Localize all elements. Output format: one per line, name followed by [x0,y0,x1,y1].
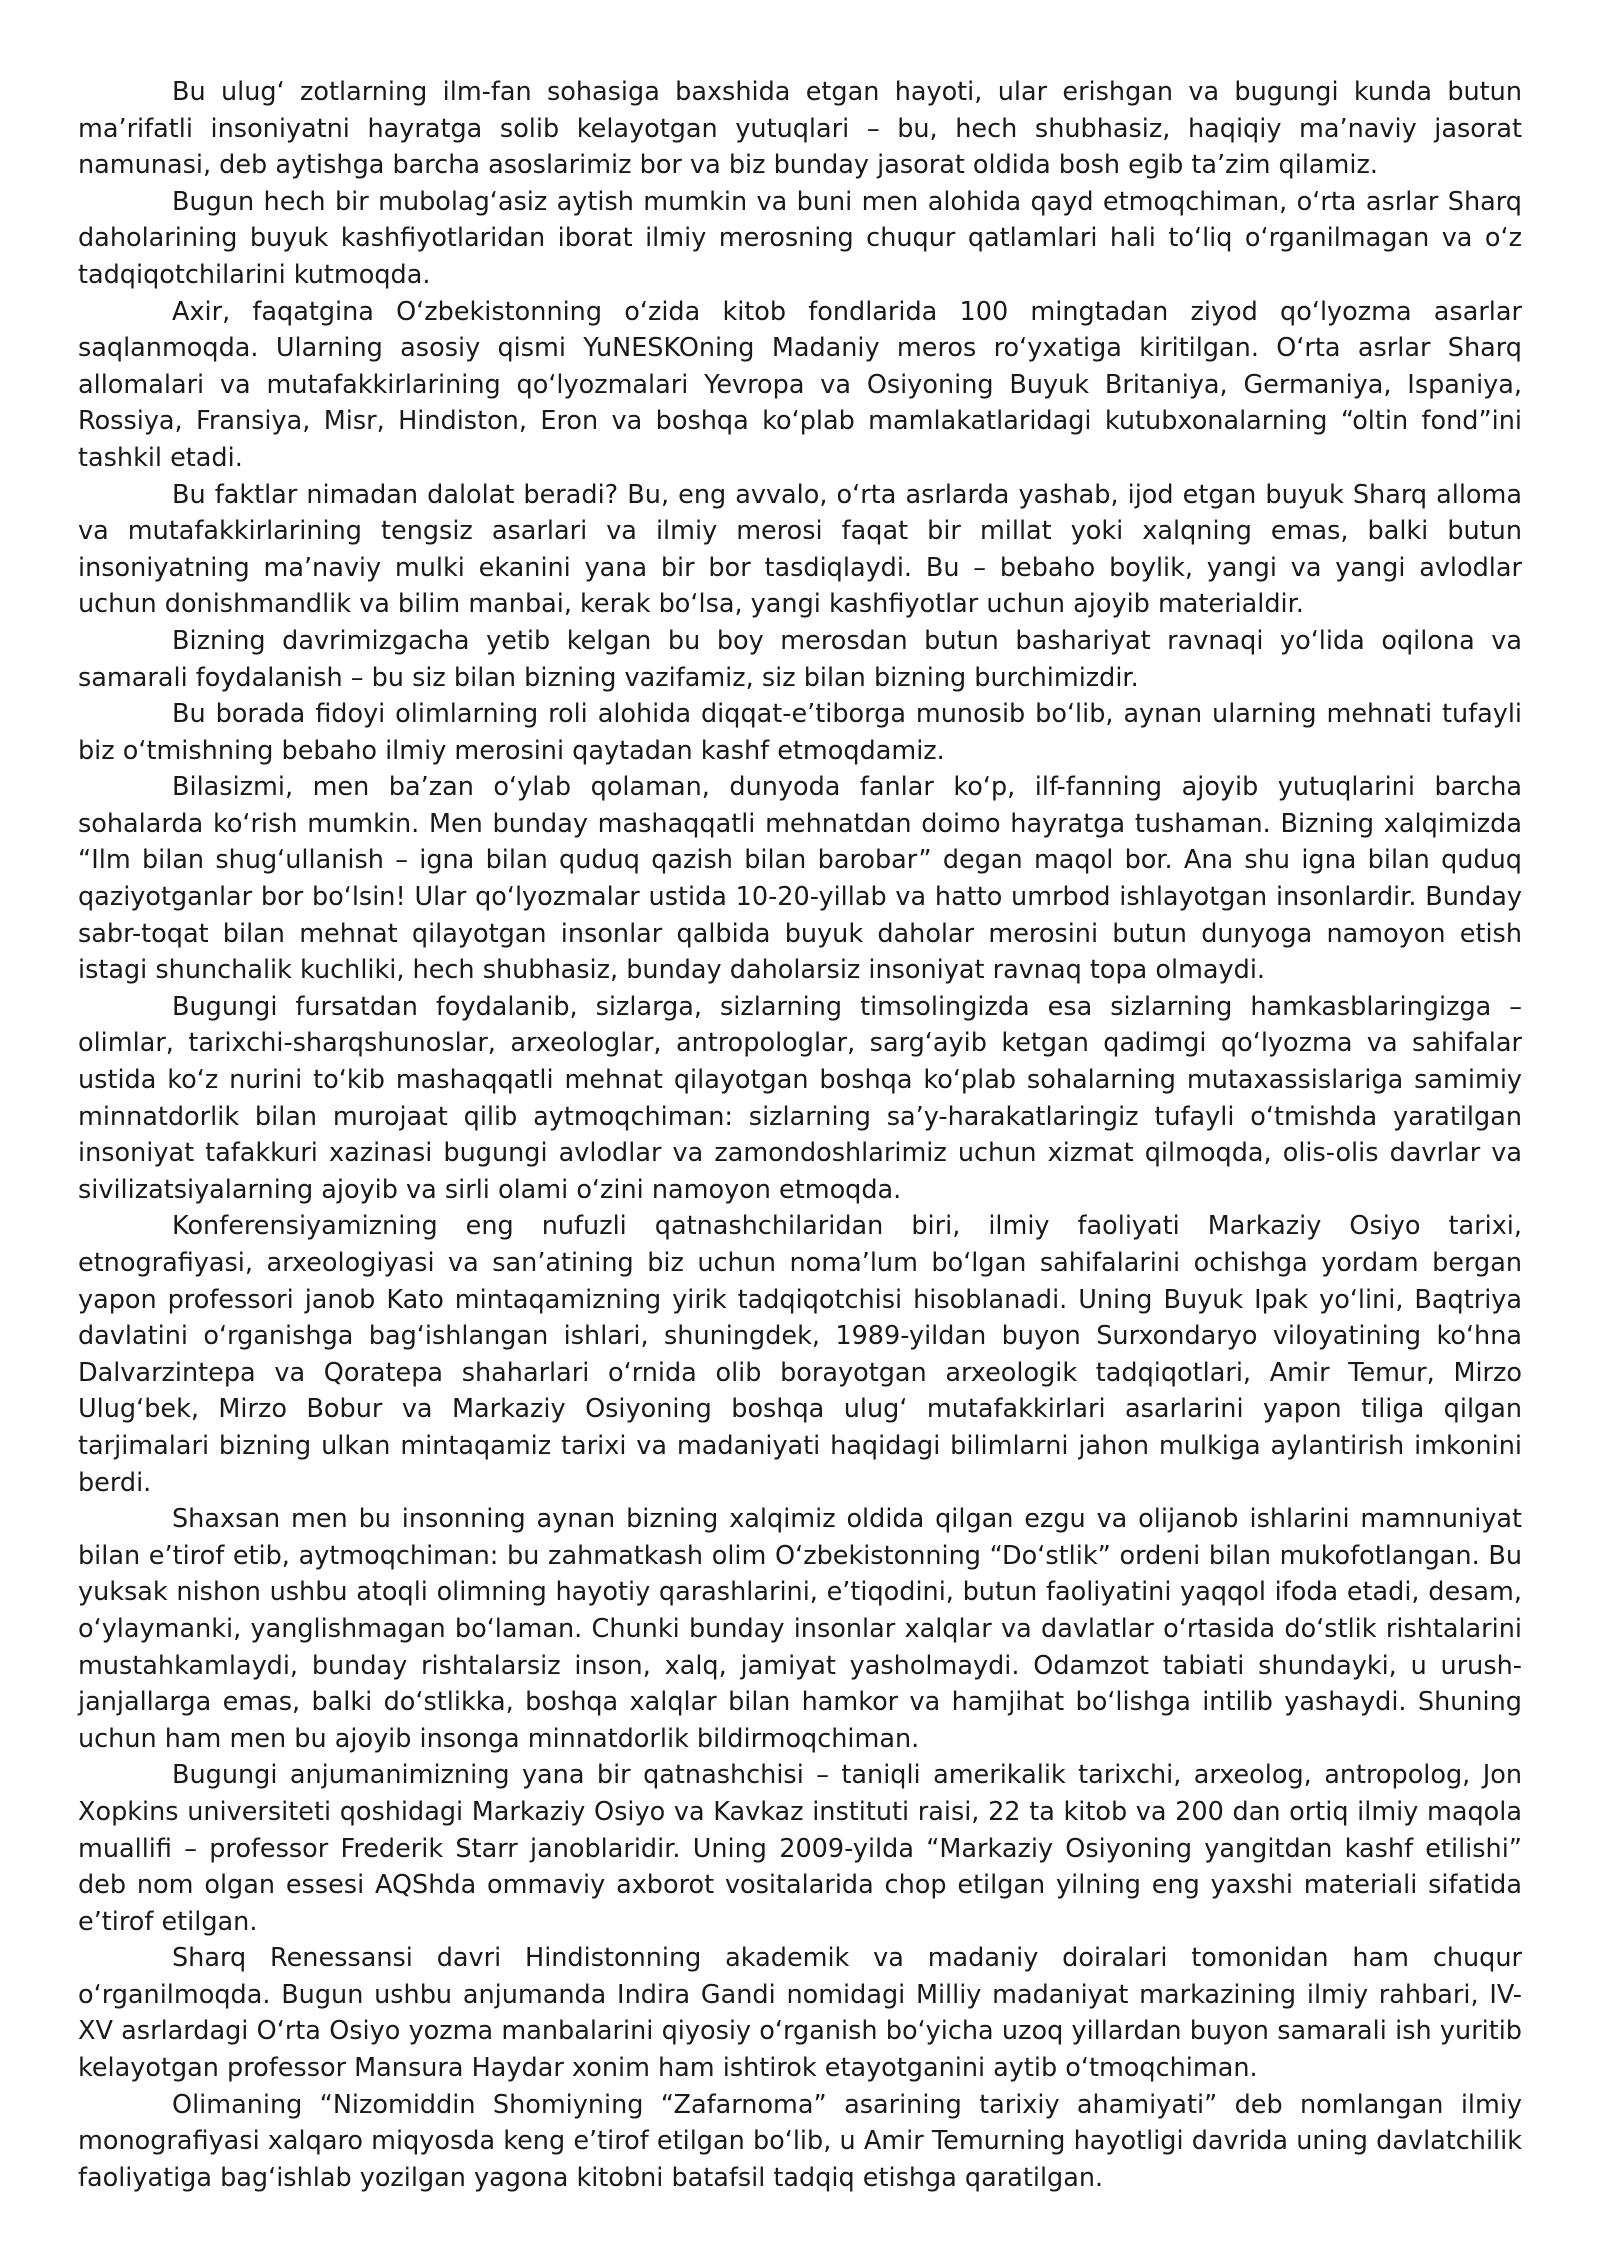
paragraph: Bugungi anjumanimizning yana bir qatnashchisi – taniqli amerikalik tarixchi, arxeolog, antropolog, Jon Xopkins universiteti qoshidagi Markaziy Osiyo va Kavkaz instituti raisi, 22 ta kitob va 200 dan ortiq ilmiy maqola muallifi – professor Frederik Starr janoblaridir. Uning 2009-yilda “Markaziy Osiyoning yangitdan kashf etilishi” deb nom olgan essesi AQShda ommaviy axborot vositalarida chop etilgan yilning eng yaxshi materiali sifatida e’tirof etilgan. [78,1760,1522,1937]
paragraph: Bu faktlar nimadan dalolat beradi? Bu, eng avvalo, o‘rta asrlarda yashab, ijod etgan buyuk Sharq alloma va mutafakkirlarining tengsiz asarlari va ilmiy merosi faqat bir millat yoki xalqning emas, balki butun insoniyatning ma’naviy mulki ekanini yana bir bor tasdiqlaydi. Bu – bebaho boylik, yangi va yangi avlodlar uchun donishmandlik va bilim manbai, kerak bo‘lsa, yangi kashfiyotlar uchun ajoyib materialdir. [78,479,1522,620]
paragraph: Bu borada fidoyi olimlarning roli alohida diqqat-e’tiborga munosib bo‘lib, aynan ularning mehnati tufayli biz o‘tmishning bebaho ilmiy merosini qaytadan kashf etmoqdamiz. [78,699,1522,766]
paragraph: Sharq Renessansi davri Hindistonning akademik va madaniy doiralari tomonidan ham chuqur o‘rganilmoqda. Bugun ushbu anjumanda Indira Gandi nomidagi Milliy madaniyat markazining ilmiy rahbari, IV-XV asrlardagi O‘rta Osiyo yozma manbalarini qiyosiy o‘rganish bo‘yicha uzoq yillardan buyon samarali ish yuritib kelayotgan professor Mansura Haydar xonim ham ishtirok etayotganini aytib o‘tmoqchiman. [78,1943,1522,2084]
paragraph: Konferensiyamizning eng nufuzli qatnashchilaridan biri, ilmiy faoliyati Markaziy Osiyo tarixi, etnografiyasi, arxeologiyasi va san’atining biz uchun noma’lum bo‘lgan sahifalarini ochishga yordam bergan yapon professori janob Kato mintaqamizning yirik tadqiqotchisi hisoblanadi. Uning Buyuk Ipak yo‘lini, Baqtriya davlatini o‘rganishga bag‘ishlangan ishlari, shuningdek, 1989-yildan buyon Surxondaryo viloyatining ko‘hna Dalvarzintepa va Qoratepa shaharlari o‘rnida olib borayotgan arxeologik tadqiqotlari, Amir Temur, Mirzo Ulug‘bek, Mirzo Bobur va Markaziy Osiyoning boshqa ulug‘ mutafakkirlari asarlarini yapon tiliga qilgan tarjimalari bizning ulkan mintaqamiz tarixi va madaniyati haqidagi bilimlarni jahon mulkiga aylantirish imkonini berdi. [78,1211,1522,1498]
document-body [78,74,1522,2196]
paragraph: Bugungi fursatdan foydalanib, sizlarga, sizlarning timsolingizda esa sizlarning hamkasblaringizga – olimlar, tarixchi-sharqshunoslar, arxeologlar, antropologlar, sarg‘ayib ketgan qadimgi qo‘lyozma va sahifalar ustida ko‘z nurini to‘kib mashaqqatli mehnat qilayotgan boshqa ko‘plab sohalarning mutaxassislariga samimiy minnatdorlik bilan murojaat qilib aytmoqchiman: sizlarning sa’y-harakatlaringiz tufayli o‘tmishda yaratilgan insoniyat tafakkuri xazinasi bugungi avlodlar va zamondoshlarimiz uchun xizmat qilmoqda, olis-olis davrlar va sivilizatsiyalarning ajoyib va sirli olami o‘zini namoyon etmoqda. [78,991,1522,1205]
paragraph: Bilasizmi, men ba’zan o‘ylab qolaman, dunyoda fanlar ko‘p, ilf-fanning ajoyib yutuqlarini barcha sohalarda ko‘rish mumkin. Men bunday mashaqqatli mehnatdan doimo hayratga tushaman. Bizning xalqimizda “Ilm bilan shug‘ullanish – igna bilan quduq qazish bilan barobar” degan maqol bor. Ana shu igna bilan quduq qaziyotganlar bor bo‘lsin! Ular qo‘lyozmalar ustida 10-20-yillab va hatto umrbod ishlayotgan insonlardir. Bunday sabr-toqat bilan mehnat qilayotgan insonlar qalbida buyuk daholar merosini butun dunyoga namoyon etish istagi shunchalik kuchliki, hech shubhasiz, bunday daholarsiz insoniyat ravnaq topa olmaydi. [78,772,1522,986]
paragraph: Bugun hech bir mubolag‘asiz aytish mumkin va buni men alohida qayd etmoqchiman, o‘rta asrlar Sharq daholarining buyuk kashfiyotlaridan iborat ilmiy merosning chuqur qatlamlari hali to‘liq o‘rganilmagan va o‘z tadqiqotchilarini kutmoqda. [78,186,1522,290]
paragraph: Bizning davrimizgacha yetib kelgan bu boy merosdan butun bashariyat ravnaqi yo‘lida oqilona va samarali foydalanish – bu siz bilan bizning vazifamiz, siz bilan bizning burchimizdir. [78,625,1522,693]
paragraph: Olimaning “Nizomiddin Shomiyning “Zafarnoma” asarining tarixiy ahamiyati” deb nomlangan ilmiy monografiyasi xalqaro miqyosda keng e’tirof etilgan bo‘lib, u Amir Temurning hayotligi davrida uning davlatchilik faoliyatiga bag‘ishlab yozilgan yagona kitobni batafsil tadqiq etishga qaratilgan. [78,2089,1522,2193]
paragraph: Shaxsan men bu insonning aynan bizning xalqimiz oldida qilgan ezgu va olijanob ishlarini mamnuniyat bilan e’tirof etib, aytmoqchiman: bu zahmatkash olim O‘zbekistonning “Do‘stlik” ordeni bilan mukofotlangan. Bu yuksak nishon ushbu atoqli olimning hayotiy qarashlarini, e’tiqodini, butun faoliyatini yaqqol ifoda etadi, desam, o‘ylaymanki, yanglishmagan bo‘laman. Chunki bunday insonlar xalqlar va davlatlar o‘rtasida do‘stlik rishtalarini mustahkamlaydi, bunday rishtalarsiz inson, xalq, jamiyat yasholmaydi. Odamzot tabiati shundayki, u urush-janjallarga emas, balki do‘stlikka, boshqa xalqlar bilan hamkor va hamjihat bo‘lishga intilib yashaydi. Shuning uchun ham men bu ajoyib insonga minnatdorlik bildirmoqchiman. [78,1504,1522,1754]
paragraph: Axir, faqatgina O‘zbekistonning o‘zida kitob fondlarida 100 mingtadan ziyod qo‘lyozma asarlar saqlanmoqda. Ularning asosiy qismi YuNESKOning Madaniy meros ro‘yxatiga kiritilgan. O‘rta asrlar Sharq allomalari va mutafakkirlarining qo‘lyozmalari Yevropa va Osiyoning Buyuk Britaniya, Germaniya, Ispaniya, Rossiya, Fransiya, Misr, Hindiston, Eron va boshqa ko‘plab mamlakatlaridagi kutubxonalarning “oltin fond”ini tashkil etadi. [78,296,1522,473]
paragraph: Bu ulug‘ zotlarning ilm-fan sohasiga baxshida etgan hayoti, ular erishgan va bugungi kunda butun ma’rifatli insoniyatni hayratga solib kelayotgan yutuqlari – bu, hech shubhasiz, haqiqiy ma’naviy jasorat namunasi, deb aytishga barcha asoslarimiz bor va biz bunday jasorat oldida bosh egib ta’zim qilamiz. [78,77,1522,181]
